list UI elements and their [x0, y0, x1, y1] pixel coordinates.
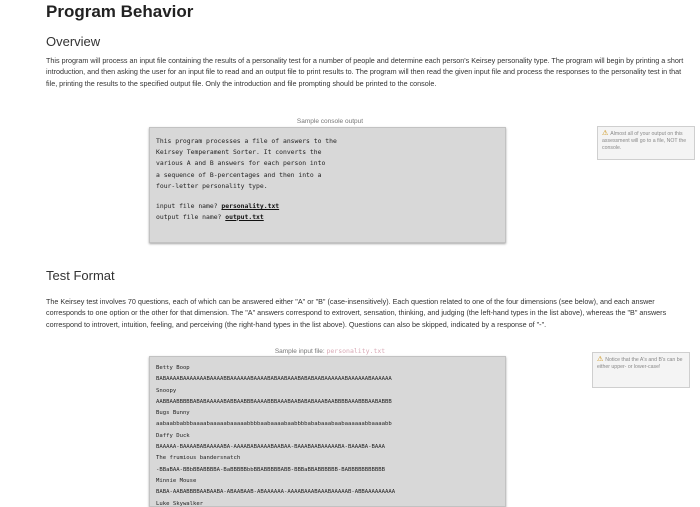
input-sample-caption — [150, 347, 510, 355]
input-file-answer: personality.txt — [221, 202, 280, 210]
input-file-prompt: input file name? — [156, 202, 222, 210]
overview-heading: Overview — [46, 34, 101, 49]
console-sample-caption: Sample console output — [296, 118, 364, 125]
overview-paragraph: This program will process an input file containing the results of a personality test for a number of people and determine each person's Keirsey personality type. The program will begin by printing a short introduction, and then asking the user for an input file to read and an output file to print results to. The program will then read the given input file and process the responses to the personality test in that file, printing the results to the specified output file. Only the introduction and file prompting should be printed to the console. — [46, 56, 684, 88]
input-case-note — [592, 352, 690, 388]
output-file-answer: output.txt — [225, 212, 264, 221]
input-note-text: Notice that the A's and B's can be either upper- or lower-case! — [597, 357, 683, 371]
page-title: Program Behavior — [46, 2, 194, 21]
output-file-prompt: output file name? — [156, 212, 226, 221]
test-format-heading: Test Format — [46, 268, 115, 283]
warning-icon: ⚠ — [602, 130, 609, 137]
console-output-box — [149, 127, 506, 243]
input-caption-filename: personality.txt — [326, 347, 386, 355]
warning-icon: ⚠ — [597, 356, 604, 363]
console-intro-text: This program processes a file of answers to the Keirsey Temperament Sorter. It converts the various A and B answers for each person into a sequence of B-percentages and then into a four-letter personality type. — [156, 137, 337, 190]
console-prompts — [156, 201, 279, 222]
input-file-box — [149, 356, 506, 507]
input-file-contents: Betty Boop BABAAAABAAAAAAABAAAABBAAAAAABAAAABABAABAAABABABAABAAAAAABAAAAAABAAAAAA Snoopy AABBAABBBBBABABAAAAABABBAABBBAAAABBBAAABAABABABAAABAABBBBAAABBBAABABBB Bugs Bunny aabaabbabbbaaaabaaaaabaaaaabbbbaabaaaabaabbbbababaaabaabaaaaaabbaaaabb Daffy Duck BAAAAA-BAAAABABAAAAABA-AAAABABAAAABAABAA-BAAABAABAAAAABA-BAAABA-BAAA The frumious bandersnatch -BBaBAA-BBbBBABBBBA-BaBBBBBbbBBABBBBBABB-BBBaBBABBBBBB-BABBBBBBBBBBB Minnie Mouse BABA-AABABBBBAABAABA-ABAABAAB-ABAAAAAA-AAAABAAABAAABAAAAAB-ABBAAAAAAAAA Luke Skywalker — [156, 365, 396, 507]
input-caption-label: Sample input file: — [274, 348, 327, 355]
console-note-text: Almost all of your output on this assessment will go to a file, NOT the console. — [602, 131, 687, 152]
test-format-paragraph: The Keirsey test involves 70 questions, each of which can be answered either "A" or "B" (case-insensitively). Each question related to one of the four dimensions (see below), and each answer corresponds to one option or the other for that dimension. The "A" answers correspond to extrovert, sensation, thinking, and judging (the left-hand types in the list above), whereas the "B" answers correspond to introvert, intuition, feeling, and perceiving (the right-hand types in the list above). Questions can also be skipped, indicated by a response of "-". — [46, 297, 667, 329]
console-output-note — [597, 126, 695, 160]
